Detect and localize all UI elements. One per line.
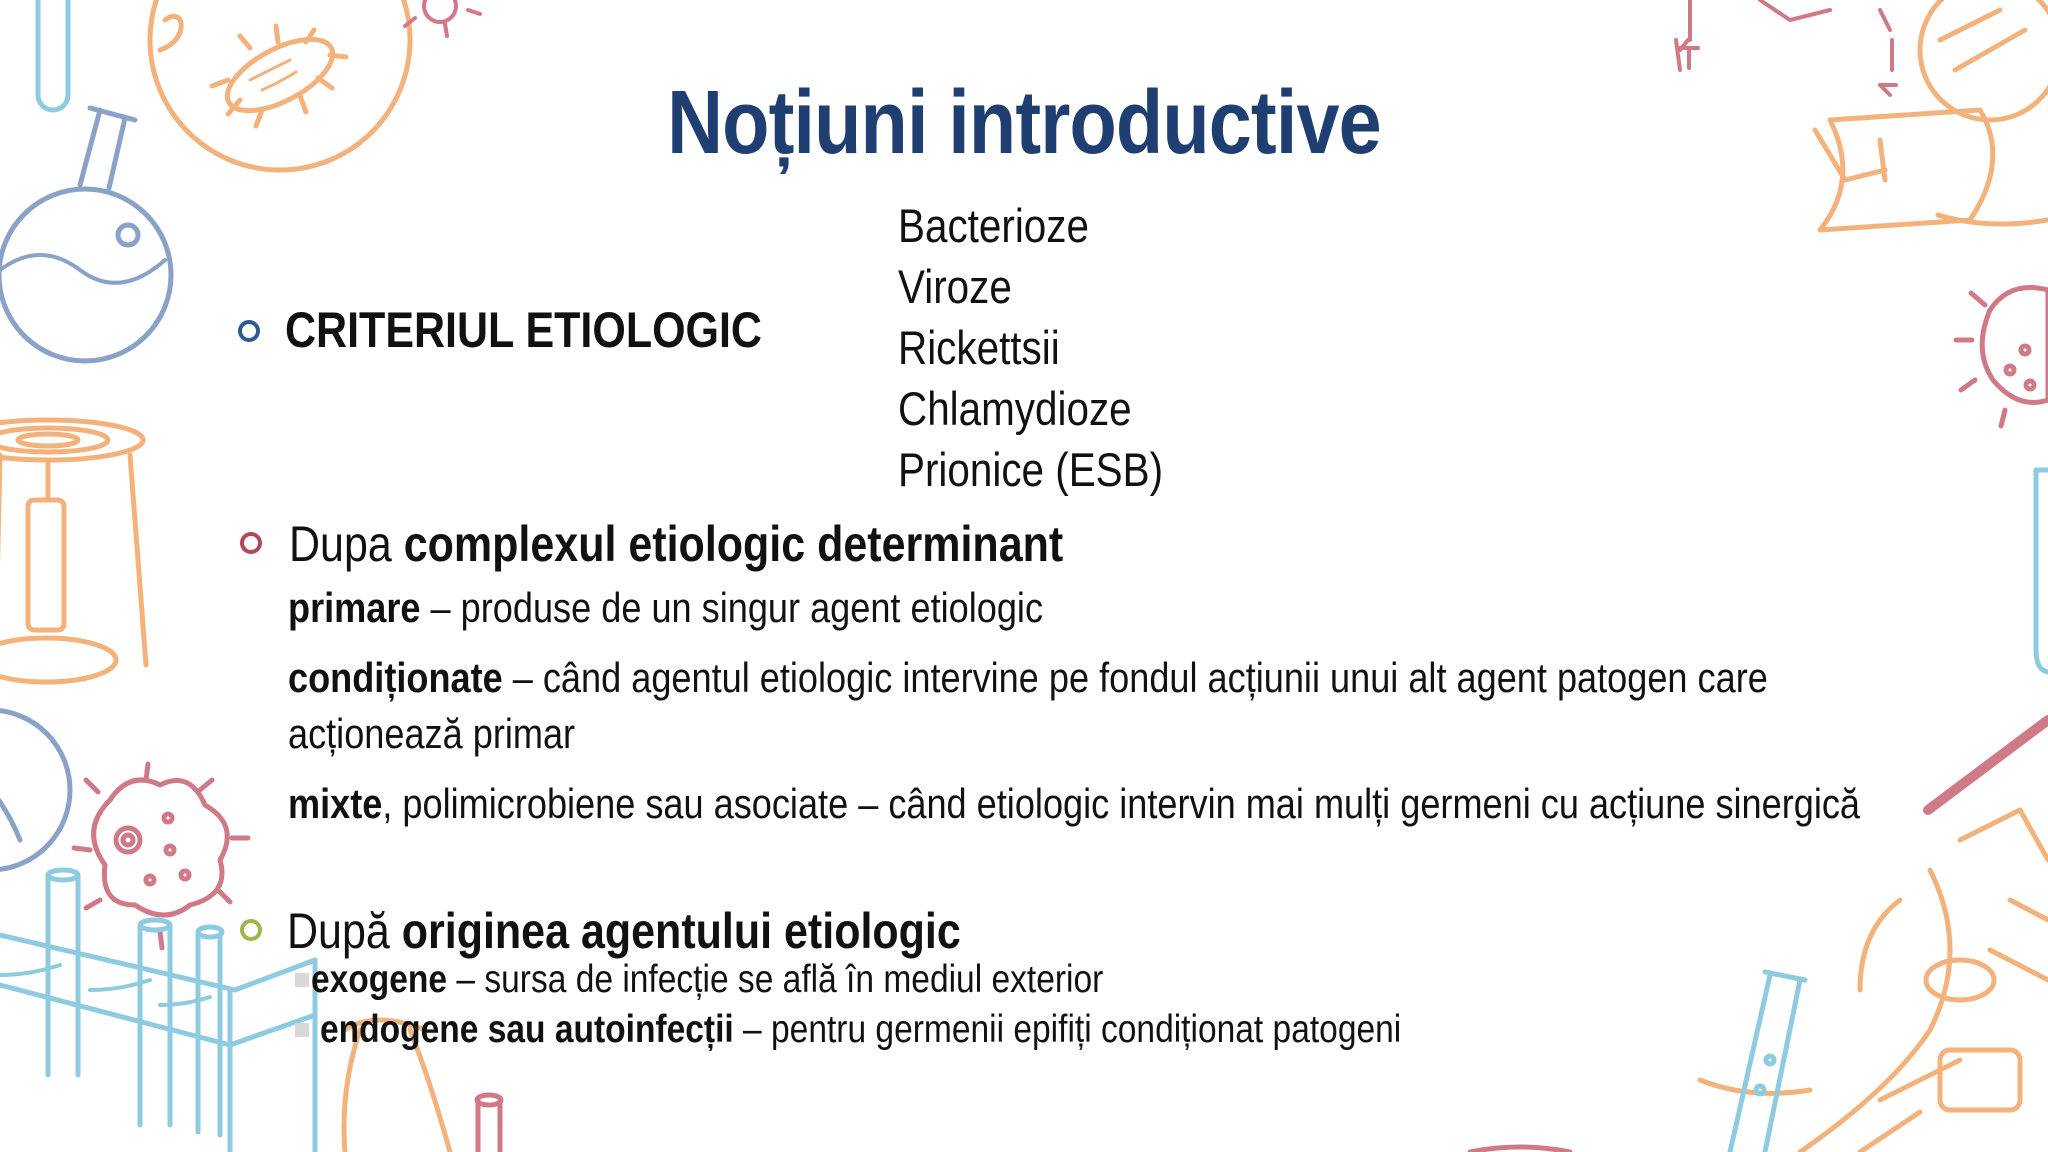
endogene-term: endogene sau autoinfecții [320, 1008, 734, 1051]
heading-bold: originea agentului etiologic [401, 903, 961, 959]
primare-line [288, 584, 1043, 632]
burner-stand-icon [0, 420, 146, 682]
exogene-desc: – sursa de infecție se află în mediul exterior [447, 958, 1104, 1001]
mixte-desc: , polimicrobiene sau asociate – când etiologic intervin mai mulți germeni cu acțiune sinergică [382, 780, 1861, 827]
slide-title: Noțiuni introductive [667, 73, 1381, 173]
conditionate-line-2: acționează primar [288, 710, 576, 757]
etiology-list-item: Chlamydioze [898, 382, 1132, 435]
test-tube-icon [38, 0, 68, 110]
heading-lead: Dupa [289, 516, 404, 572]
etiology-list-item: Bacterioze [898, 199, 1089, 252]
mixte-term: mixte [288, 780, 383, 827]
bullet-circle-icon [238, 320, 260, 342]
exogene-term: exogene [311, 958, 448, 1001]
criterion-label: CRITERIUL ETIOLOGIC [285, 302, 762, 358]
etiology-list-item: Viroze [898, 260, 1012, 313]
exogene-line [311, 958, 1103, 1002]
conditionate-line [288, 654, 1768, 702]
section-heading-complex [289, 515, 1063, 573]
heading-lead: După [287, 903, 402, 959]
bullet-circle-icon [240, 532, 262, 554]
conditionate-term: condiționate [288, 654, 503, 701]
heading-bold: complexul etiologic determinant [403, 516, 1064, 572]
section-heading-origine [287, 902, 961, 960]
sub-bullet-square-icon [295, 973, 309, 987]
primare-desc: – produse de un singur agent etiologic [420, 584, 1044, 631]
endogene-desc: – pentru germenii epifiți condiționat patogeni [733, 1008, 1402, 1051]
etiology-list-item: Prionice (ESB) [898, 443, 1164, 496]
endogene-line [320, 1008, 1401, 1052]
conditionate-desc: – când agentul etiologic intervine pe fondul acțiunii unui alt agent patogen care [502, 654, 1768, 701]
mixte-line [288, 780, 1860, 828]
sub-bullet-square-icon [295, 1023, 309, 1037]
microscope-icon [1700, 810, 2048, 1152]
bullet-circle-icon [240, 919, 262, 941]
etiology-list-item: Rickettsii [898, 321, 1060, 374]
primare-term: primare [288, 584, 421, 631]
